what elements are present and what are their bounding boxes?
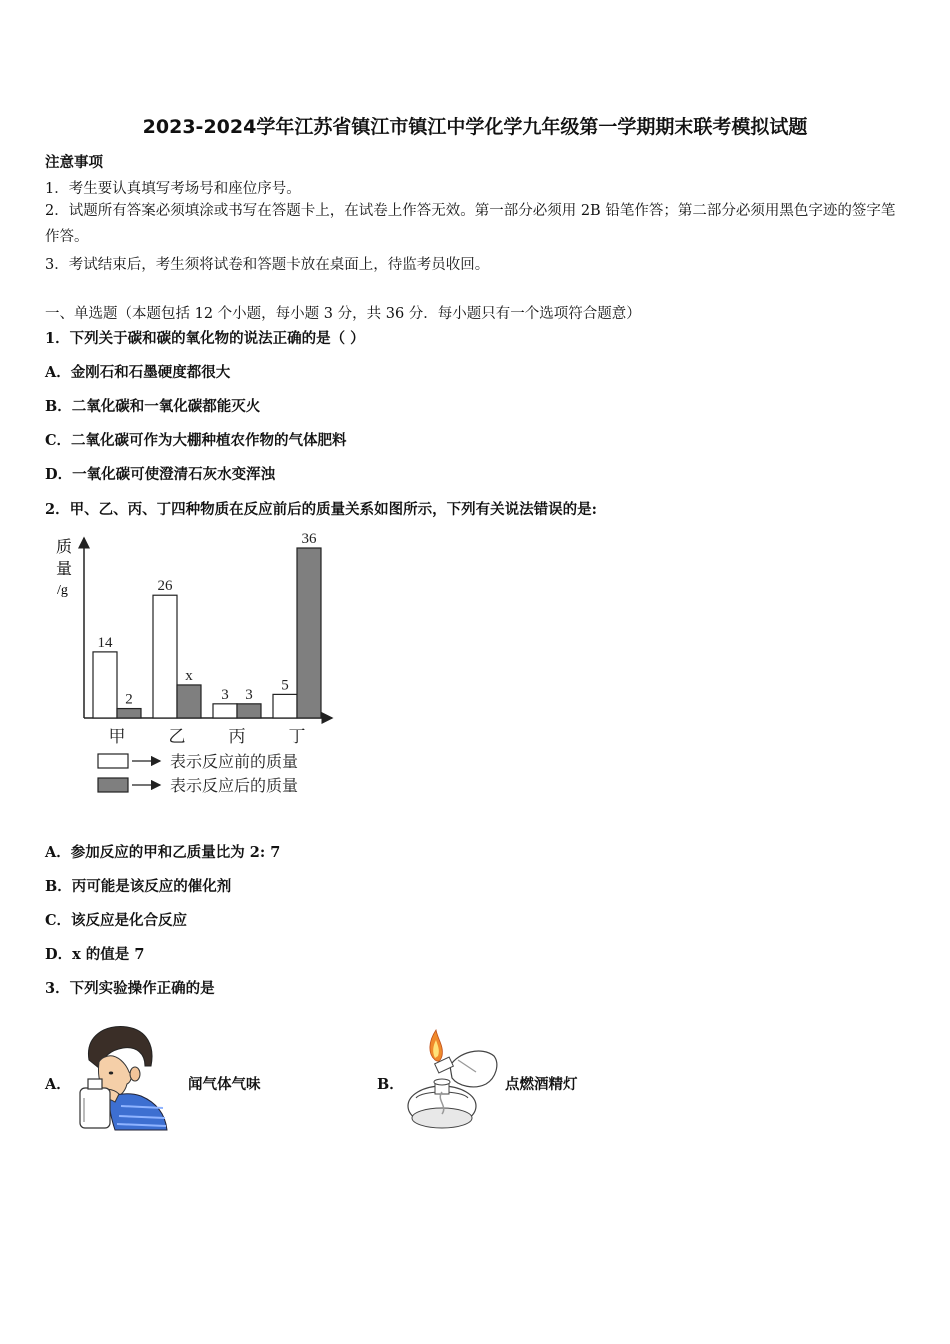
smelling-gas-illustration <box>75 1022 170 1132</box>
bar-after-4 <box>297 548 321 718</box>
alcohol-lamp-illustration <box>402 1026 502 1134</box>
category-label-1: 甲 <box>108 727 126 746</box>
bar-before-4 <box>273 694 297 718</box>
y-label-char-1: 质 <box>56 539 73 556</box>
mass-bar-chart <box>40 528 360 803</box>
legend-swatch-1 <box>98 754 128 768</box>
data-label-before-4: 5 <box>281 677 289 694</box>
legend-label-2: 表示反应后的质量 <box>170 778 299 795</box>
data-label-before-1: 14 <box>97 634 113 651</box>
page-title: 2023-2024学年江苏省镇江市镇江中学化学九年级第一学期期末联考模拟试题 <box>142 116 808 138</box>
bar-after-2 <box>177 685 201 718</box>
y-label-char-2: 量 <box>56 561 73 578</box>
section-heading: 一、单选题（本题包括 12 个小题，每小题 3 分，共 36 分．每小题只有一个选项符合题意） <box>45 306 641 322</box>
question-3-option-a-letter: A． <box>45 1076 71 1093</box>
bar-before-3 <box>213 704 237 718</box>
question-3-option-b-letter: B． <box>377 1076 404 1093</box>
bar-before-1 <box>93 652 117 718</box>
category-label-3: 丙 <box>228 727 246 746</box>
data-label-after-4: 36 <box>301 531 317 547</box>
bar-after-1 <box>117 709 141 718</box>
notice-item-1: 1．考生要认真填写考场号和座位序号。 <box>45 181 301 197</box>
legend-swatch-2 <box>98 778 128 792</box>
category-label-4: 丁 <box>288 727 306 746</box>
data-label-before-3: 3 <box>221 686 229 703</box>
legend-label-1: 表示反应前的质量 <box>170 754 299 771</box>
notice-item-2: 2．试题所有答案必须填涂或书写在答题卡上，在试卷上作答无效。第一部分必须用 2B 铅笔作答；第二部分必须用黑色字迹的签字笔作答。 <box>45 203 896 245</box>
question-2-stem: 2．甲、乙、丙、丁四种物质在反应前后的质量关系如图所示，下列有关说法错误的是: <box>45 501 597 518</box>
notice-item-3: 3．考试结束后，考生须将试卷和答题卡放在桌面上，待监考员收回。 <box>45 257 490 273</box>
data-label-after-3: 3 <box>245 686 253 703</box>
question-2-option-c: C．该反应是化合反应 <box>45 912 188 929</box>
data-label-after-1: 2 <box>125 691 133 708</box>
question-1-option-b: B．二氧化碳和一氧化碳都能灭火 <box>45 398 261 415</box>
data-label-after-2: x <box>185 667 193 684</box>
data-label-before-2: 26 <box>157 578 173 595</box>
question-2-option-b: B．丙可能是该反应的催化剂 <box>45 878 232 895</box>
question-3-option-a-label: 闻气体气味 <box>188 1076 261 1093</box>
question-2-option-a: A．参加反应的甲和乙质量比为 2: 7 <box>45 844 281 861</box>
chart-svg <box>40 528 360 803</box>
question-3-option-b-label: 点燃酒精灯 <box>505 1076 578 1093</box>
question-1-option-d: D．一氧化碳可使澄清石灰水变浑浊 <box>45 466 276 483</box>
question-1-option-c: C．二氧化碳可作为大棚种植农作物的气体肥料 <box>45 432 347 449</box>
question-3-stem: 3．下列实验操作正确的是 <box>45 980 215 997</box>
notice-heading: 注意事项 <box>45 154 103 171</box>
category-label-2: 乙 <box>168 727 186 746</box>
y-label-char-3: /g <box>57 583 68 598</box>
bar-before-2 <box>153 595 177 718</box>
question-1-option-a: A．金刚石和石墨硬度都很大 <box>45 364 231 381</box>
question-2-option-d: D．x 的值是 7 <box>45 946 145 963</box>
bar-after-3 <box>237 704 261 718</box>
question-1-stem: 1．下列关于碳和碳的氧化物的说法正确的是（ ） <box>45 330 365 347</box>
